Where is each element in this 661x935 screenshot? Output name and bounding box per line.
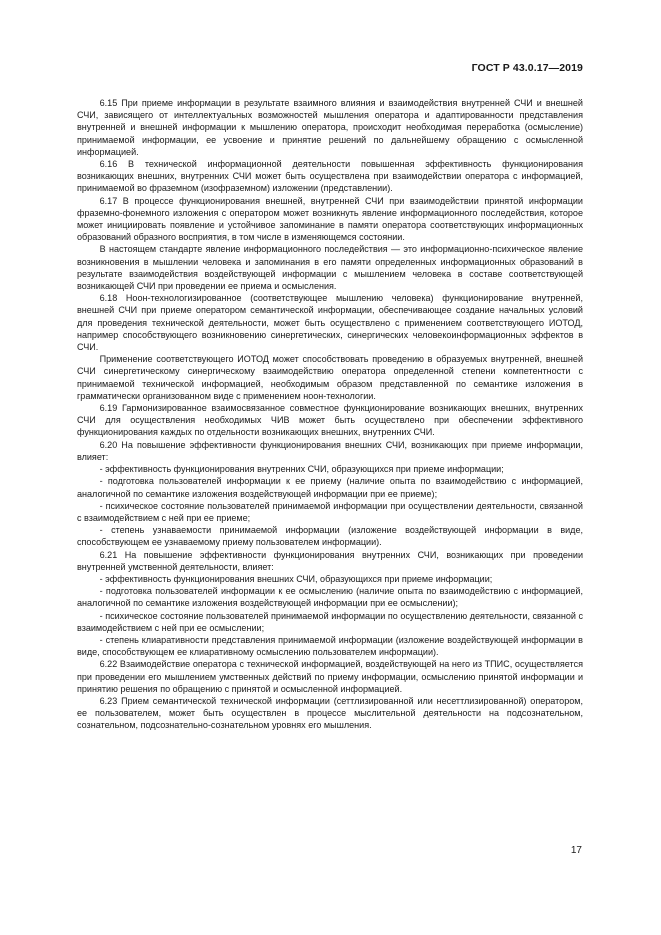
paragraph: Применение соответствующего ИОТОД может способствовать проведению в образуемых внутренней, внешней СЧИ синергетическому синергическому взаимодействию оператора определенной степени компетентности с принимаемой технической информацией, необходимым образом представленной по семантике изложения в грамматически организованном виде с применением ноон-технологии. [77, 354, 583, 401]
paragraph: 6.20 На повышение эффективности функционирования внешних СЧИ, возникающих при приеме информации, влияет: [77, 439, 583, 462]
paragraph: 6.16 В технической информационной деятельности повышенная эффективность функционирования возникающих внешних, внутренних СЧИ может быть осуществлена при взаимодействии оператора с информацией, принимаемой во фраземном (изофраземном) изложении (представлении). [77, 159, 583, 194]
list-item: - психическое состояние пользователей принимаемой информации при осуществлении деятельности, связанной с взаимодействием с ней при ее приеме; [77, 500, 583, 523]
list-item: - эффективность функционирования внутренних СЧИ, образующихся при приеме информации; [99, 464, 504, 475]
paragraph: 6.19 Гармонизированное взаимосвязанное совместное функционирование возникающих внешних, внутренних СЧИ для осуществления необходимых ЧИВ может быть осуществлено при обеспечении эффективного функционирования каждых по отдельности возникающих внешних, внутренних СЧИ. [77, 403, 583, 438]
list-item: - степень клиаративности представления принимаемой информации (изложение воздействующей информации в виде, способствующем ее клиаративному осмыслению пользователем информации). [77, 634, 583, 658]
list-item: - психическое состояние пользователей принимаемой информации по осуществлению деятельности, связанной с взаимодействием с ней при ее осмыслении; [77, 610, 583, 633]
page-number: 17 [570, 845, 582, 856]
document-body [77, 97, 583, 732]
paragraph: В настоящем стандарте явление информационного последействия — это информационно-психическое явление возникновения в мышлении человека и запоминания в его памяти определенных информационных образований в результате взаимодействия воздействующей информации с мышлением человека в составе соответствующей возникающей СЧИ при проведении ее приема и осмысления. [77, 244, 583, 292]
paragraph: 6.17 В процессе функционирования внешней, внутренней СЧИ при взаимодействии принятой информации фраземно-фонемного изложения с оператором может возникнуть явление информационного последействия, которое может инициировать появление и устойчивое запоминание в памяти оператора соответствующих информационных образований образного восприятия, в том числе в изменяющемся состоянии. [77, 195, 583, 243]
paragraph: 6.21 На повышение эффективности функционирования внутренних СЧИ, возникающих при проведении внутренней умственной деятельности, влияет: [77, 549, 583, 572]
paragraph: 6.18 Ноон-технологизированное (соответствующее мышлению человека) функционирование внутренней, внешней СЧИ при приеме оператором семантической информации, обеспечивающее создание начальных условий для проведения технической деятельности, может быть осуществлено с применением соответствующего ИОТОД, например способствующего возникновению синергетических, синергических человекоинформационных эффектов в СЧИ. [77, 293, 583, 353]
paragraph: 6.23 Прием семантической технической информации (сеттлизированной или несеттлизированной) оператором, ее пользователем, может быть осуществлен в процессе мыслительной деятельности на подсознательном, сознательном, подсознательно-сознательном уровнях его мышления. [77, 695, 583, 731]
paragraph: 6.22 Взаимодействие оператора с технической информацией, воздействующей на него из ТПИС, осуществляется при проведении его мышлением умственных действий по приему информации, осмыслению принятой информации и принятию решения по обращению с принятой и осмысленной информацией. [77, 659, 583, 694]
list-item: - подготовка пользователей информации к ее приему (наличие опыта по взаимодействию с информацией, аналогичной по семантике изложения воздействующей информации при ее приеме); [77, 476, 583, 499]
paragraph: 6.15 При приеме информации в результате взаимного влияния и взаимодействия внутренней СЧИ и внешней СЧИ, зависящего от интеллектуальных возможностей мышления оператора и адаптированности представления внутренней и внешней информации к мышлению оператора, происходит необходимая переработка (осмысление) принимаемой информации, ее усвоение и принятие решений по дальнейшему обращению с осмысленной информацией. [77, 98, 583, 157]
list-item: - эффективность функционирования внешних СЧИ, образующихся при приеме информации; [99, 573, 493, 584]
document-header: ГОСТ Р 43.0.17—2019 [471, 62, 583, 74]
list-item: - степень узнаваемости принимаемой информации (изложение воздействующей информации в виде, способствующем ее узнаваемому приему пользователем информации). [77, 525, 583, 548]
list-item: - подготовка пользователей информации к ее осмыслению (наличие опыта по взаимодействию с информацией, аналогичной по семантике изложения воздействующей информации при ее осмыслении); [77, 586, 583, 609]
